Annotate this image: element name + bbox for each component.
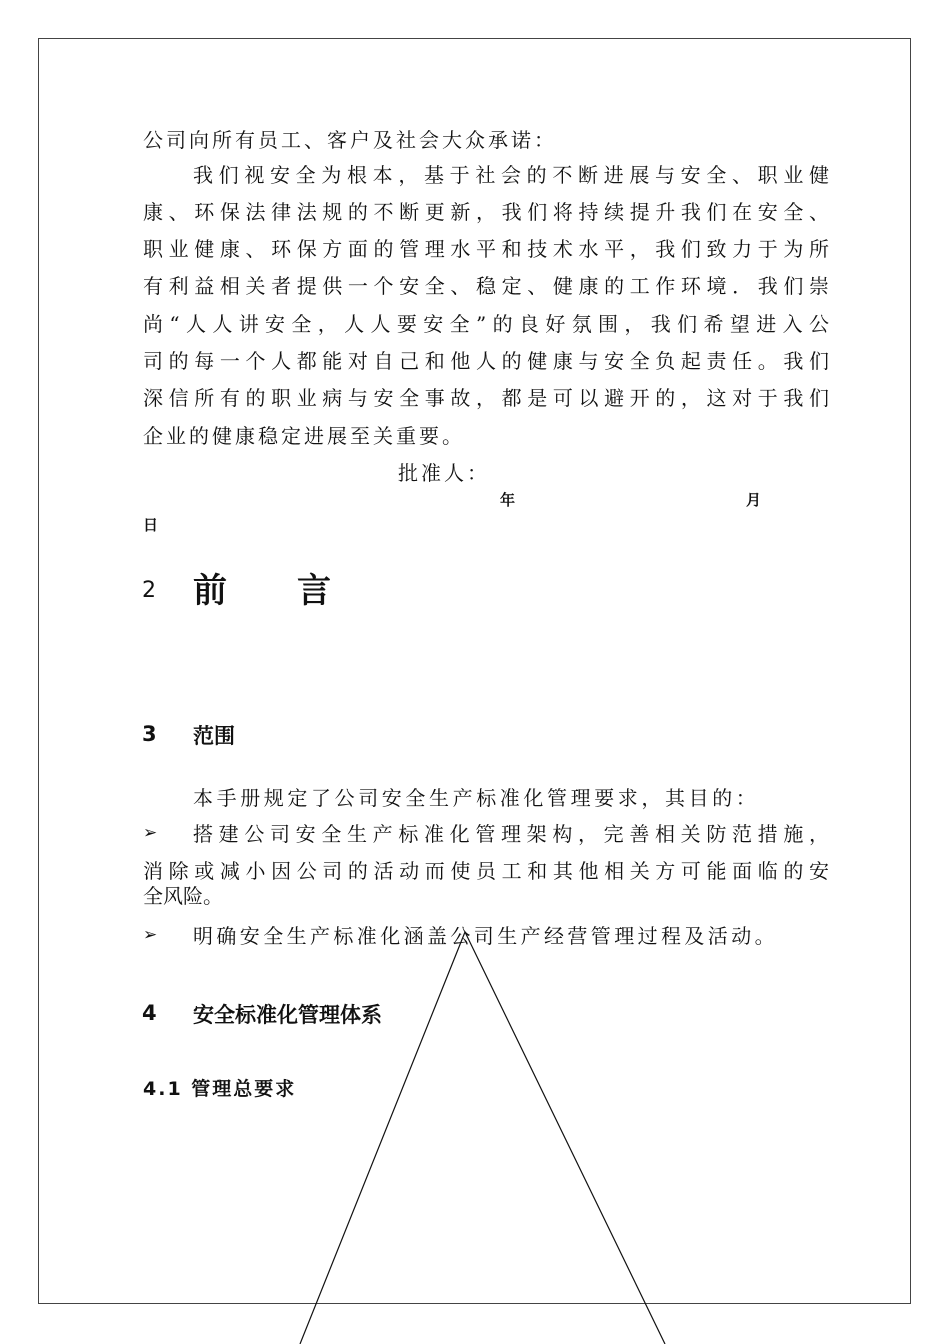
bullet-1-line-1: 搭建公司安全生产标准化管理架构，完善相关防范措施， [193,822,829,846]
scope-intro: 本手册规定了公司安全生产标准化管理要求，其目的： [193,786,760,810]
month-label: 月 [746,491,762,509]
approver-label: 批准人： [398,461,490,485]
section-4-title: 安全标准化管理体系 [193,1003,382,1027]
bullet-1-line-2: 消除或减小因公司的活动而使员工和其他相关方可能面临的安 [143,859,829,883]
day-label: 日 [143,516,159,534]
section-2-number: 2 [142,578,156,603]
commitment-line-4: 有利益相关者提供一个安全、稳定、健康的工作环境．我们崇 [143,274,829,298]
section-2-title: 前言 [193,571,401,611]
triangle-right-edge [465,932,665,1344]
bullet-marker-1: ➢ [143,823,158,843]
commitment-line-5: 尚“人人讲安全，人人要安全”的良好氛围，我们希望进入公 [143,312,829,336]
section-3-number: 3 [142,722,157,746]
commitment-intro: 公司向所有员工、客户及社会大众承诺： [143,128,557,152]
commitment-last-line: 企业的健康稳定进展至关重要。 [143,424,465,448]
commitment-line-3: 职业健康、环保方面的管理水平和技术水平，我们致力于为所 [143,237,829,261]
section-4-number: 4 [142,1001,157,1025]
bullet-1-line-3: 全风险。 [143,884,223,908]
bullet-marker-2: ➢ [143,925,158,945]
triangle-left-edge [300,932,465,1344]
commitment-line-2: 康、环保法律法规的不断更新，我们将持续提升我们在安全、 [143,200,829,224]
section-3-title: 范围 [193,724,235,748]
year-label: 年 [500,491,516,509]
subsection-4-1-title: 4.1 管理总要求 [143,1078,297,1100]
commitment-line-7: 深信所有的职业病与安全事故，都是可以避开的，这对于我们 [143,386,829,410]
bullet-2-text: 明确安全生产标准化涵盖公司生产经营管理过程及活动。 [193,924,778,948]
commitment-line-6: 司的每一个人都能对自己和他人的健康与安全负起责任。我们 [143,349,829,373]
commitment-line-1: 我们视安全为根本，基于社会的不断进展与安全、职业健 [193,163,829,187]
